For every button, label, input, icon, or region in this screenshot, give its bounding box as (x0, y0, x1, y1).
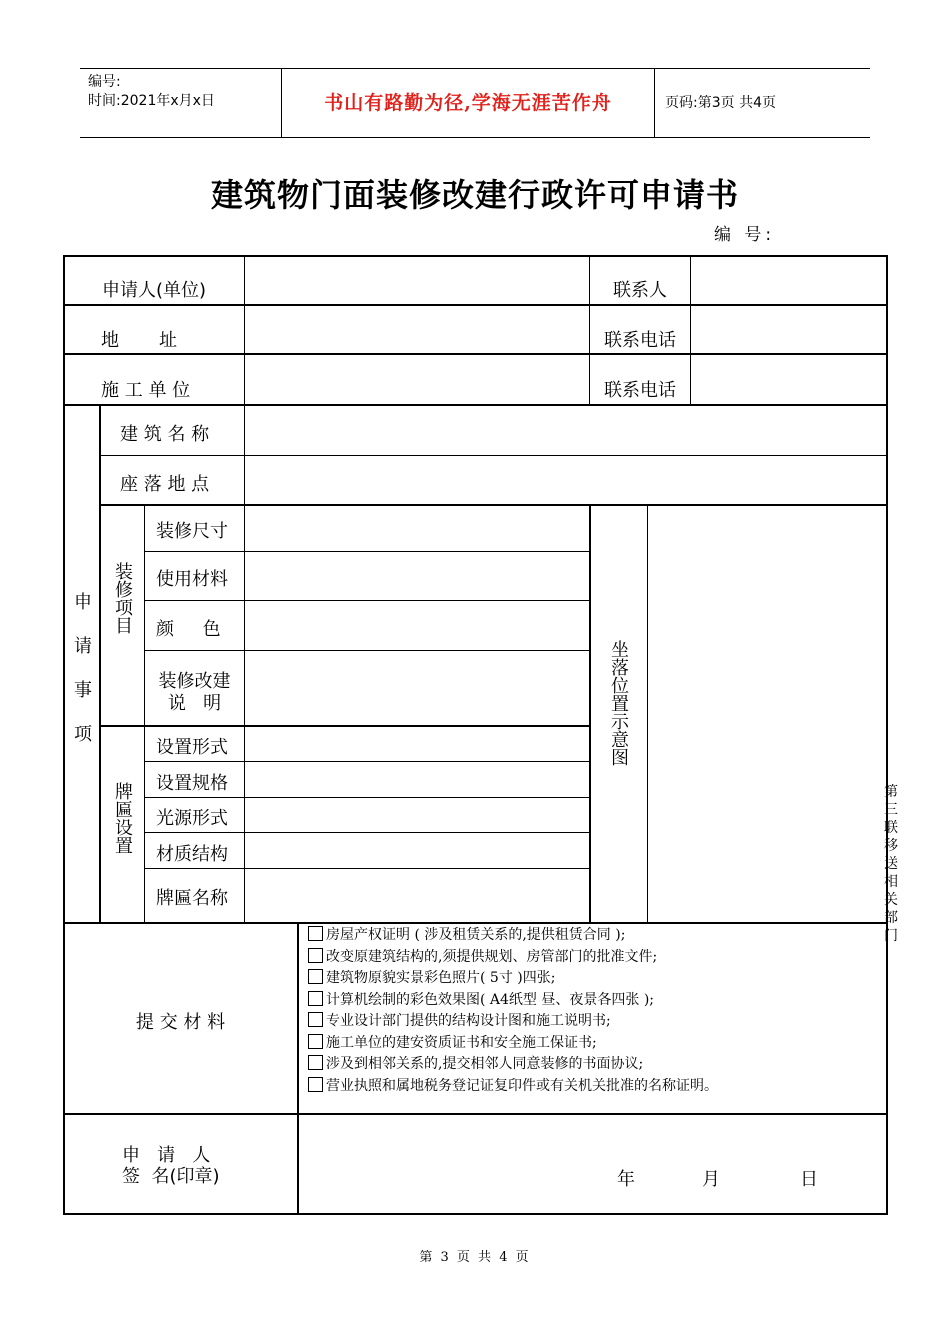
table-border-left (63, 255, 65, 1215)
checkbox[interactable] (308, 926, 323, 941)
checkbox[interactable] (308, 991, 323, 1006)
row-line (144, 832, 589, 833)
checklist-item-text: 计算机绘制的彩色效果图( A4纸型 昼、夜景各四张 ); (326, 991, 655, 1008)
contact-person-label: 联系人 (613, 280, 667, 301)
date-year-label: 年 (617, 1169, 635, 1190)
deco-size-label: 装修尺寸 (156, 521, 228, 542)
col-line (589, 504, 591, 922)
row-line (144, 797, 589, 798)
checklist-item-text: 改变原建筑结构的,须提供规划、房管部门的批准文件; (326, 948, 658, 965)
document-header (80, 68, 870, 138)
decoration-group-label: 装修项目 (112, 562, 133, 634)
row-line (100, 504, 886, 506)
row-line (63, 1113, 888, 1115)
location-diagram-label: 坐落位置示意图 (608, 640, 629, 766)
sign-name-label: 牌匾名称 (156, 888, 228, 909)
address-label: 地 址 (101, 330, 178, 351)
checklist-item-text: 涉及到相邻关系的,提交相邻人同意装修的书面协议; (326, 1056, 644, 1072)
row-line (63, 922, 888, 924)
signature-label-line1: 申 请 人 (122, 1145, 211, 1166)
table-border-top (63, 255, 888, 257)
doc-time-label: 时间:2021年x月x日 (88, 93, 215, 109)
page-title: 建筑物门面装修改建行政许可申请书 (210, 176, 739, 214)
checklist-item[interactable] (308, 947, 883, 969)
signboard-group-label: 牌匾设置 (112, 782, 133, 854)
row-line (100, 725, 589, 727)
row-line (144, 600, 589, 601)
table-border-bottom (63, 1213, 888, 1215)
sign-form-label: 设置形式 (156, 737, 228, 758)
col-line (244, 255, 245, 922)
form-number-label: 编 号: (714, 225, 776, 245)
motto-text: 书山有路勤为径,学海无涯苦作舟 (324, 92, 612, 114)
row-line (63, 404, 888, 406)
checkbox[interactable] (308, 1055, 323, 1070)
row-line (144, 650, 589, 651)
header-meta (80, 69, 280, 137)
page-footer: 第 3 页 共 4 页 (419, 1250, 531, 1265)
page-code: 页码:第3页 共4页 (665, 95, 776, 111)
materials-checklist (308, 925, 883, 1097)
row-line (63, 304, 888, 306)
materials-used-label: 使用材料 (156, 569, 228, 590)
location-label: 座 落 地 点 (120, 474, 210, 495)
checklist-item-text: 建筑物原貌实景彩色照片( 5寸 )四张; (326, 970, 556, 986)
date-month-label: 月 (702, 1169, 720, 1190)
checklist-item-text: 房屋产权证明 ( 涉及租赁关系的,提供租赁合同 ); (326, 927, 626, 943)
building-name-label: 建 筑 名 称 (120, 424, 210, 445)
copy-routing-note: 第三联移送相关部门 (884, 784, 898, 944)
contact-phone-label: 联系电话 (604, 330, 676, 351)
checkbox[interactable] (308, 1012, 323, 1027)
light-form-label: 光源形式 (156, 808, 228, 829)
checklist-item[interactable] (308, 968, 883, 990)
row-line (63, 353, 888, 355)
header-page-cell (655, 69, 870, 137)
sign-spec-label: 设置规格 (156, 773, 228, 794)
checklist-item[interactable] (308, 1033, 883, 1055)
checkbox[interactable] (308, 1077, 323, 1092)
applicant-label: 申请人(单位) (101, 280, 207, 301)
col-line (690, 255, 691, 404)
checkbox[interactable] (308, 948, 323, 963)
table-border-right (886, 255, 888, 1215)
checklist-item[interactable] (308, 990, 883, 1012)
signature-label-line2: 签 名(印章) (122, 1166, 220, 1187)
doc-number-label: 编号: (88, 74, 121, 90)
contact-phone-label: 联系电话 (604, 380, 676, 401)
date-day-label: 日 (800, 1169, 818, 1190)
row-line (144, 551, 589, 552)
builder-label: 施 工 单 位 (101, 380, 191, 401)
checkbox[interactable] (308, 1034, 323, 1049)
checklist-item[interactable] (308, 1054, 883, 1076)
row-line (144, 761, 589, 762)
checklist-item-text: 施工单位的建安资质证书和安全施工保证书; (326, 1034, 597, 1051)
checklist-item[interactable] (308, 1076, 883, 1098)
material-struct-label: 材质结构 (156, 844, 228, 865)
checkbox[interactable] (308, 969, 323, 984)
deco-note-label-line2: 说 明 (167, 693, 222, 714)
color-label: 颜 色 (156, 619, 221, 640)
section-request-label: 申请事项 (71, 592, 92, 768)
col-line (297, 922, 299, 1214)
checklist-item[interactable] (308, 1011, 883, 1033)
checklist-item-text: 专业设计部门提供的结构设计图和施工说明书; (326, 1013, 611, 1029)
deco-note-label-line1: 装修改建 (158, 671, 231, 692)
row-line (100, 455, 886, 456)
row-line (144, 868, 589, 869)
header-motto-cell (281, 69, 655, 137)
submit-materials-label: 提 交 材 料 (135, 1012, 226, 1033)
col-line (99, 404, 101, 922)
checklist-item-text: 营业执照和属地税务登记证复印件或有关机关批准的名称证明。 (326, 1077, 718, 1094)
checklist-item[interactable] (308, 925, 883, 947)
col-line (647, 504, 648, 922)
